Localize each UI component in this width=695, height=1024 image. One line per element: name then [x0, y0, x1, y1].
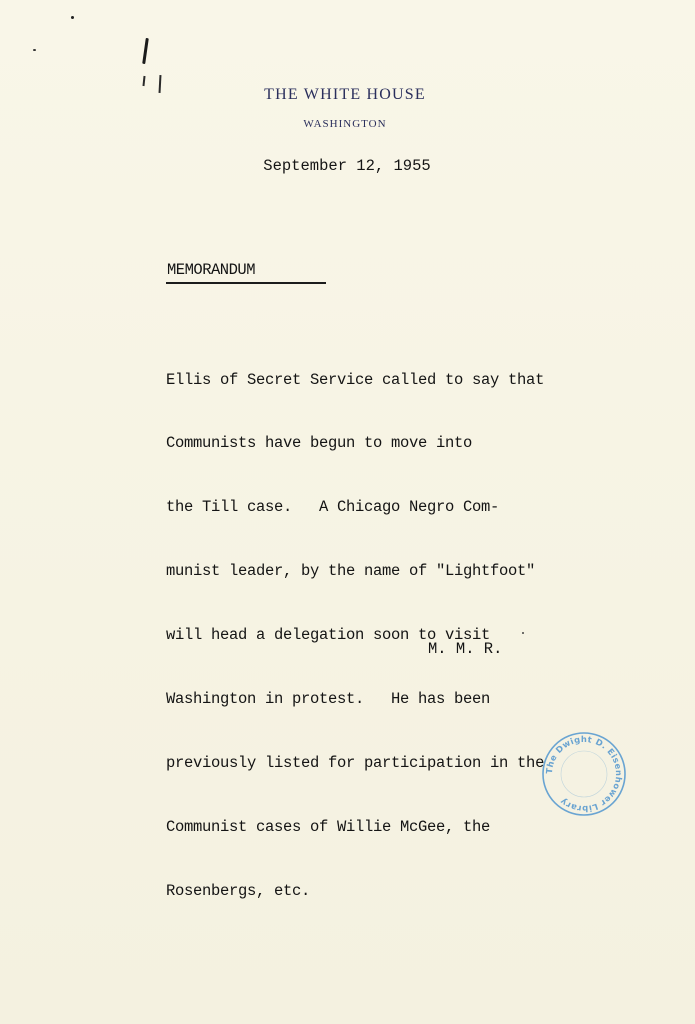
body-line: previously listed for participation in the — [166, 753, 545, 772]
body-line: the Till case. A Chicago Negro Com- — [166, 498, 500, 517]
memo-body — [166, 327, 586, 945]
library-stamp-icon — [538, 731, 630, 817]
body-line: Communists have begun to move into — [166, 434, 473, 453]
pencil-mark — [142, 76, 145, 86]
body-line: Ellis of Secret Service called to say that — [166, 370, 545, 389]
letterhead-title: THE WHITE HOUSE — [264, 86, 426, 103]
memo-date: September 12, 1955 — [263, 157, 431, 175]
body-line: munist leader, by the name of "Lightfoot" — [166, 562, 536, 581]
letterhead-subtitle: WASHINGTON — [303, 118, 387, 130]
heading-underline — [166, 282, 326, 284]
body-line: Rosenbergs, etc. — [166, 881, 311, 900]
ink-speck — [71, 16, 74, 19]
memo-heading: MEMORANDUM — [167, 261, 256, 279]
body-line: will head a delegation soon to visit — [166, 626, 491, 645]
ink-speck — [33, 49, 36, 51]
body-line: Washington in protest. He has been — [166, 690, 491, 709]
signature-initials: M. M. R. — [428, 640, 503, 658]
stamp-text: The Dwight D. Eisenhower Library — [543, 733, 625, 815]
svg-text:The Dwight D. Eisenhower Libra — [544, 734, 624, 814]
body-line: Communist cases of Willie McGee, the — [166, 817, 491, 836]
pencil-mark — [142, 38, 149, 64]
